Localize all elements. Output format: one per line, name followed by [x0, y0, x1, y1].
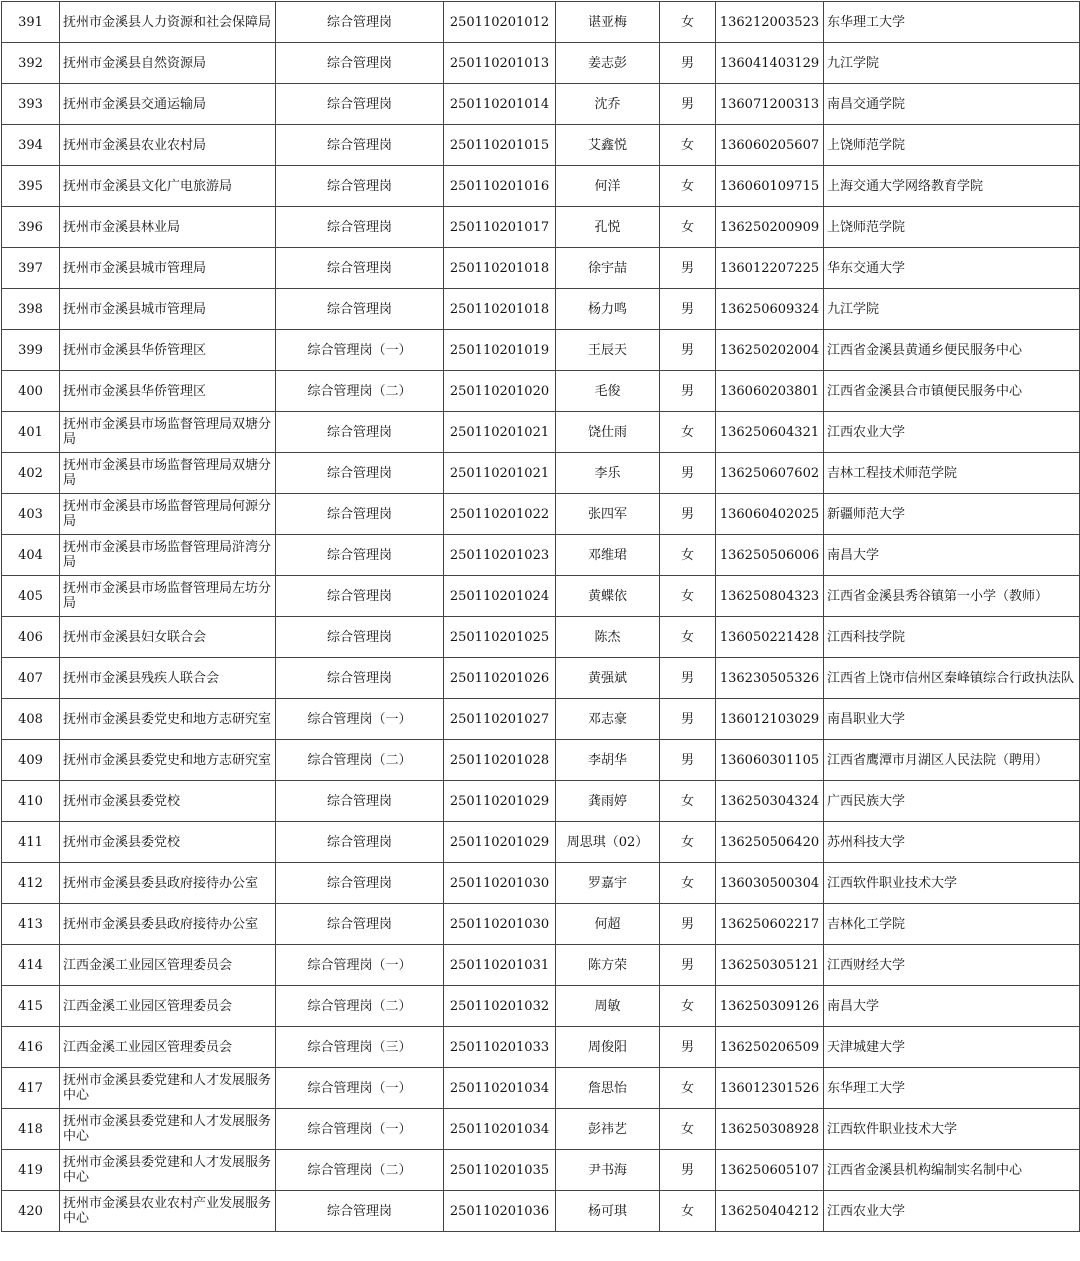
row-number-cell: 391 [2, 2, 60, 43]
row-number-cell: 406 [2, 617, 60, 658]
gender-cell: 男 [660, 248, 716, 289]
candidate-name-cell: 邓志豪 [556, 699, 660, 740]
school-or-employer-cell: 九江学院 [824, 289, 1080, 330]
candidate-name-cell: 陈杰 [556, 617, 660, 658]
department-cell: 抚州市金溪县委党校 [60, 781, 276, 822]
position-cell: 综合管理岗 [276, 453, 444, 494]
position-cell: 综合管理岗（一） [276, 1068, 444, 1109]
position-cell: 综合管理岗（一） [276, 330, 444, 371]
candidate-name-cell: 孔悦 [556, 207, 660, 248]
table-row [2, 576, 1080, 617]
row-number-cell: 419 [2, 1150, 60, 1191]
row-number-cell: 413 [2, 904, 60, 945]
department-cell: 抚州市金溪县残疾人联合会 [60, 658, 276, 699]
school-or-employer-cell: 华东交通大学 [824, 248, 1080, 289]
row-number-cell: 417 [2, 1068, 60, 1109]
position-cell: 综合管理岗（二） [276, 986, 444, 1027]
table-row [2, 1027, 1080, 1068]
gender-cell: 女 [660, 2, 716, 43]
department-cell: 抚州市金溪县委党建和人才发展服务中心 [60, 1150, 276, 1191]
row-number-cell: 395 [2, 166, 60, 207]
department-cell: 抚州市金溪县市场监督管理局何源分局 [60, 494, 276, 535]
position-code-cell: 250110201034 [444, 1068, 556, 1109]
position-cell: 综合管理岗（一） [276, 945, 444, 986]
position-cell: 综合管理岗 [276, 822, 444, 863]
row-number-cell: 394 [2, 125, 60, 166]
position-code-cell: 250110201021 [444, 412, 556, 453]
candidate-name-cell: 张四军 [556, 494, 660, 535]
position-code-cell: 250110201015 [444, 125, 556, 166]
exam-number-cell: 136060205607 [716, 125, 824, 166]
school-or-employer-cell: 上饶师范学院 [824, 207, 1080, 248]
exam-number-cell: 136071200313 [716, 84, 824, 125]
exam-number-cell: 136012301526 [716, 1068, 824, 1109]
department-cell: 抚州市金溪县城市管理局 [60, 289, 276, 330]
candidate-name-cell: 黄强斌 [556, 658, 660, 699]
position-cell: 综合管理岗 [276, 535, 444, 576]
gender-cell: 男 [660, 289, 716, 330]
gender-cell: 男 [660, 330, 716, 371]
position-code-cell: 250110201033 [444, 1027, 556, 1068]
department-cell: 抚州市金溪县委党校 [60, 822, 276, 863]
gender-cell: 女 [660, 617, 716, 658]
gender-cell: 女 [660, 1191, 716, 1232]
position-code-cell: 250110201030 [444, 904, 556, 945]
exam-number-cell: 136060301105 [716, 740, 824, 781]
exam-number-cell: 136250604321 [716, 412, 824, 453]
row-number-cell: 410 [2, 781, 60, 822]
table-row [2, 207, 1080, 248]
position-cell: 综合管理岗 [276, 289, 444, 330]
gender-cell: 男 [660, 43, 716, 84]
table-row [2, 289, 1080, 330]
exam-number-cell: 136250305121 [716, 945, 824, 986]
table-row [2, 84, 1080, 125]
gender-cell: 女 [660, 535, 716, 576]
school-or-employer-cell: 江西软件职业技术大学 [824, 863, 1080, 904]
school-or-employer-cell: 江西软件职业技术大学 [824, 1109, 1080, 1150]
row-number-cell: 412 [2, 863, 60, 904]
school-or-employer-cell: 江西省金溪县机构编制实名制中心 [824, 1150, 1080, 1191]
row-number-cell: 393 [2, 84, 60, 125]
exam-number-cell: 136230505326 [716, 658, 824, 699]
school-or-employer-cell: 江西省金溪县黄通乡便民服务中心 [824, 330, 1080, 371]
table-row [2, 2, 1080, 43]
position-cell: 综合管理岗 [276, 863, 444, 904]
school-or-employer-cell: 江西省鹰潭市月湖区人民法院（聘用） [824, 740, 1080, 781]
table-row [2, 1150, 1080, 1191]
school-or-employer-cell: 南昌大学 [824, 535, 1080, 576]
exam-number-cell: 136250607602 [716, 453, 824, 494]
department-cell: 抚州市金溪县委县政府接待办公室 [60, 904, 276, 945]
gender-cell: 男 [660, 699, 716, 740]
candidate-name-cell: 陈方荣 [556, 945, 660, 986]
table-row [2, 617, 1080, 658]
row-number-cell: 405 [2, 576, 60, 617]
school-or-employer-cell: 江西农业大学 [824, 1191, 1080, 1232]
department-cell: 抚州市金溪县委党史和地方志研究室 [60, 699, 276, 740]
position-cell: 综合管理岗 [276, 576, 444, 617]
table-row [2, 371, 1080, 412]
position-code-cell: 250110201013 [444, 43, 556, 84]
candidate-name-cell: 李乐 [556, 453, 660, 494]
school-or-employer-cell: 江西农业大学 [824, 412, 1080, 453]
gender-cell: 男 [660, 945, 716, 986]
exam-number-cell: 136060109715 [716, 166, 824, 207]
candidate-name-cell: 杨可琪 [556, 1191, 660, 1232]
exam-number-cell: 136250206509 [716, 1027, 824, 1068]
department-cell: 抚州市金溪县文化广电旅游局 [60, 166, 276, 207]
position-cell: 综合管理岗（二） [276, 740, 444, 781]
gender-cell: 女 [660, 1109, 716, 1150]
row-number-cell: 399 [2, 330, 60, 371]
gender-cell: 女 [660, 1068, 716, 1109]
department-cell: 江西金溪工业园区管理委员会 [60, 1027, 276, 1068]
department-cell: 抚州市金溪县市场监督管理局双塘分局 [60, 453, 276, 494]
exam-number-cell: 136250202004 [716, 330, 824, 371]
position-code-cell: 250110201017 [444, 207, 556, 248]
row-number-cell: 414 [2, 945, 60, 986]
gender-cell: 男 [660, 740, 716, 781]
school-or-employer-cell: 九江学院 [824, 43, 1080, 84]
exam-number-cell: 136250602217 [716, 904, 824, 945]
exam-number-cell: 136212003523 [716, 2, 824, 43]
row-number-cell: 396 [2, 207, 60, 248]
department-cell: 抚州市金溪县自然资源局 [60, 43, 276, 84]
position-code-cell: 250110201029 [444, 781, 556, 822]
gender-cell: 女 [660, 412, 716, 453]
position-cell: 综合管理岗 [276, 207, 444, 248]
exam-number-cell: 136060402025 [716, 494, 824, 535]
position-code-cell: 250110201034 [444, 1109, 556, 1150]
exam-number-cell: 136041403129 [716, 43, 824, 84]
school-or-employer-cell: 江西省金溪县秀谷镇第一小学（教师） [824, 576, 1080, 617]
position-cell: 综合管理岗 [276, 248, 444, 289]
table-row [2, 1109, 1080, 1150]
row-number-cell: 415 [2, 986, 60, 1027]
position-cell: 综合管理岗 [276, 494, 444, 535]
position-code-cell: 250110201030 [444, 863, 556, 904]
gender-cell: 女 [660, 576, 716, 617]
school-or-employer-cell: 吉林工程技术师范学院 [824, 453, 1080, 494]
table-row [2, 904, 1080, 945]
exam-number-cell: 136030500304 [716, 863, 824, 904]
exam-number-cell: 136250804323 [716, 576, 824, 617]
gender-cell: 女 [660, 125, 716, 166]
position-code-cell: 250110201018 [444, 248, 556, 289]
table-row [2, 658, 1080, 699]
position-code-cell: 250110201014 [444, 84, 556, 125]
position-cell: 综合管理岗（一） [276, 1109, 444, 1150]
candidate-name-cell: 罗嘉宇 [556, 863, 660, 904]
school-or-employer-cell: 上海交通大学网络教育学院 [824, 166, 1080, 207]
department-cell: 抚州市金溪县农业农村产业发展服务中心 [60, 1191, 276, 1232]
position-cell: 综合管理岗 [276, 658, 444, 699]
gender-cell: 男 [660, 1150, 716, 1191]
position-cell: 综合管理岗 [276, 84, 444, 125]
school-or-employer-cell: 天津城建大学 [824, 1027, 1080, 1068]
table-row [2, 494, 1080, 535]
position-code-cell: 250110201022 [444, 494, 556, 535]
position-code-cell: 250110201032 [444, 986, 556, 1027]
row-number-cell: 402 [2, 453, 60, 494]
table-row [2, 330, 1080, 371]
gender-cell: 男 [660, 371, 716, 412]
position-code-cell: 250110201024 [444, 576, 556, 617]
school-or-employer-cell: 东华理工大学 [824, 2, 1080, 43]
table-row [2, 535, 1080, 576]
row-number-cell: 408 [2, 699, 60, 740]
row-number-cell: 416 [2, 1027, 60, 1068]
table-row [2, 1068, 1080, 1109]
exam-number-cell: 136012103029 [716, 699, 824, 740]
school-or-employer-cell: 上饶师范学院 [824, 125, 1080, 166]
gender-cell: 男 [660, 84, 716, 125]
department-cell: 抚州市金溪县城市管理局 [60, 248, 276, 289]
gender-cell: 女 [660, 781, 716, 822]
exam-number-cell: 136250200909 [716, 207, 824, 248]
school-or-employer-cell: 广西民族大学 [824, 781, 1080, 822]
position-cell: 综合管理岗 [276, 125, 444, 166]
exam-number-cell: 136250308928 [716, 1109, 824, 1150]
department-cell: 抚州市金溪县妇女联合会 [60, 617, 276, 658]
table-row [2, 986, 1080, 1027]
position-cell: 综合管理岗（二） [276, 1150, 444, 1191]
position-code-cell: 250110201023 [444, 535, 556, 576]
department-cell: 抚州市金溪县委县政府接待办公室 [60, 863, 276, 904]
position-code-cell: 250110201035 [444, 1150, 556, 1191]
school-or-employer-cell: 吉林化工学院 [824, 904, 1080, 945]
table-row [2, 412, 1080, 453]
exam-number-cell: 136060203801 [716, 371, 824, 412]
gender-cell: 女 [660, 166, 716, 207]
candidate-name-cell: 沈乔 [556, 84, 660, 125]
exam-number-cell: 136250404212 [716, 1191, 824, 1232]
school-or-employer-cell: 江西省金溪县合市镇便民服务中心 [824, 371, 1080, 412]
gender-cell: 男 [660, 658, 716, 699]
candidate-name-cell: 何洋 [556, 166, 660, 207]
department-cell: 抚州市金溪县市场监督管理局浒湾分局 [60, 535, 276, 576]
position-cell: 综合管理岗 [276, 43, 444, 84]
candidate-name-cell: 尹书海 [556, 1150, 660, 1191]
table-row [2, 863, 1080, 904]
exam-number-cell: 136250309126 [716, 986, 824, 1027]
table-row [2, 43, 1080, 84]
exam-number-cell: 136250506420 [716, 822, 824, 863]
school-or-employer-cell: 江西科技学院 [824, 617, 1080, 658]
exam-number-cell: 136250304324 [716, 781, 824, 822]
position-cell: 综合管理岗（二） [276, 371, 444, 412]
candidate-name-cell: 周思琪（02） [556, 822, 660, 863]
exam-number-cell: 136250609324 [716, 289, 824, 330]
candidate-name-cell: 饶仕雨 [556, 412, 660, 453]
department-cell: 抚州市金溪县市场监督管理局双塘分局 [60, 412, 276, 453]
position-code-cell: 250110201026 [444, 658, 556, 699]
position-cell: 综合管理岗 [276, 781, 444, 822]
department-cell: 抚州市金溪县林业局 [60, 207, 276, 248]
candidate-name-cell: 谌亚梅 [556, 2, 660, 43]
candidate-name-cell: 姜志彭 [556, 43, 660, 84]
exam-number-cell: 136250605107 [716, 1150, 824, 1191]
position-code-cell: 250110201018 [444, 289, 556, 330]
table-row [2, 248, 1080, 289]
position-code-cell: 250110201020 [444, 371, 556, 412]
school-or-employer-cell: 苏州科技大学 [824, 822, 1080, 863]
position-cell: 综合管理岗（三） [276, 1027, 444, 1068]
position-code-cell: 250110201027 [444, 699, 556, 740]
gender-cell: 男 [660, 1027, 716, 1068]
row-number-cell: 397 [2, 248, 60, 289]
position-code-cell: 250110201021 [444, 453, 556, 494]
row-number-cell: 398 [2, 289, 60, 330]
gender-cell: 女 [660, 986, 716, 1027]
school-or-employer-cell: 南昌大学 [824, 986, 1080, 1027]
position-code-cell: 250110201019 [444, 330, 556, 371]
position-code-cell: 250110201012 [444, 2, 556, 43]
school-or-employer-cell: 江西财经大学 [824, 945, 1080, 986]
row-number-cell: 418 [2, 1109, 60, 1150]
position-cell: 综合管理岗 [276, 1191, 444, 1232]
department-cell: 抚州市金溪县委党建和人才发展服务中心 [60, 1068, 276, 1109]
department-cell: 抚州市金溪县交通运输局 [60, 84, 276, 125]
row-number-cell: 400 [2, 371, 60, 412]
gender-cell: 女 [660, 822, 716, 863]
candidate-name-cell: 周敏 [556, 986, 660, 1027]
row-number-cell: 404 [2, 535, 60, 576]
row-number-cell: 392 [2, 43, 60, 84]
candidate-name-cell: 艾鑫悦 [556, 125, 660, 166]
row-number-cell: 403 [2, 494, 60, 535]
position-code-cell: 250110201029 [444, 822, 556, 863]
exam-number-cell: 136050221428 [716, 617, 824, 658]
position-cell: 综合管理岗 [276, 2, 444, 43]
position-code-cell: 250110201031 [444, 945, 556, 986]
candidate-name-cell: 詹思怡 [556, 1068, 660, 1109]
table-row [2, 781, 1080, 822]
candidate-name-cell: 彭祎艺 [556, 1109, 660, 1150]
table-row [2, 945, 1080, 986]
department-cell: 抚州市金溪县农业农村局 [60, 125, 276, 166]
position-code-cell: 250110201028 [444, 740, 556, 781]
row-number-cell: 401 [2, 412, 60, 453]
candidate-name-cell: 杨力鸣 [556, 289, 660, 330]
row-number-cell: 420 [2, 1191, 60, 1232]
candidate-name-cell: 徐宇喆 [556, 248, 660, 289]
candidate-name-cell: 龚雨婷 [556, 781, 660, 822]
school-or-employer-cell: 东华理工大学 [824, 1068, 1080, 1109]
candidate-table [1, 1, 1080, 1232]
exam-number-cell: 136012207225 [716, 248, 824, 289]
school-or-employer-cell: 南昌交通学院 [824, 84, 1080, 125]
candidate-name-cell: 黄蝶依 [556, 576, 660, 617]
table-body [2, 2, 1080, 1232]
department-cell: 抚州市金溪县市场监督管理局左坊分局 [60, 576, 276, 617]
department-cell: 江西金溪工业园区管理委员会 [60, 986, 276, 1027]
gender-cell: 男 [660, 494, 716, 535]
row-number-cell: 407 [2, 658, 60, 699]
table-row [2, 699, 1080, 740]
position-cell: 综合管理岗 [276, 412, 444, 453]
candidate-name-cell: 李胡华 [556, 740, 660, 781]
department-cell: 抚州市金溪县华侨管理区 [60, 330, 276, 371]
position-cell: 综合管理岗 [276, 904, 444, 945]
candidate-name-cell: 邓维珺 [556, 535, 660, 576]
table-row [2, 1191, 1080, 1232]
position-cell: 综合管理岗 [276, 617, 444, 658]
department-cell: 抚州市金溪县人力资源和社会保障局 [60, 2, 276, 43]
position-code-cell: 250110201025 [444, 617, 556, 658]
table-row [2, 166, 1080, 207]
candidate-name-cell: 毛俊 [556, 371, 660, 412]
row-number-cell: 411 [2, 822, 60, 863]
gender-cell: 女 [660, 207, 716, 248]
row-number-cell: 409 [2, 740, 60, 781]
department-cell: 抚州市金溪县委党建和人才发展服务中心 [60, 1109, 276, 1150]
department-cell: 抚州市金溪县委党史和地方志研究室 [60, 740, 276, 781]
position-cell: 综合管理岗 [276, 166, 444, 207]
school-or-employer-cell: 南昌职业大学 [824, 699, 1080, 740]
school-or-employer-cell: 江西省上饶市信州区秦峰镇综合行政执法队 [824, 658, 1080, 699]
department-cell: 抚州市金溪县华侨管理区 [60, 371, 276, 412]
position-code-cell: 250110201036 [444, 1191, 556, 1232]
position-code-cell: 250110201016 [444, 166, 556, 207]
table-row [2, 740, 1080, 781]
school-or-employer-cell: 新疆师范大学 [824, 494, 1080, 535]
table-row [2, 125, 1080, 166]
candidate-name-cell: 何超 [556, 904, 660, 945]
gender-cell: 男 [660, 453, 716, 494]
table-row [2, 453, 1080, 494]
candidate-name-cell: 周俊阳 [556, 1027, 660, 1068]
department-cell: 江西金溪工业园区管理委员会 [60, 945, 276, 986]
gender-cell: 男 [660, 904, 716, 945]
position-cell: 综合管理岗（一） [276, 699, 444, 740]
exam-number-cell: 136250506006 [716, 535, 824, 576]
table-row [2, 822, 1080, 863]
gender-cell: 女 [660, 863, 716, 904]
candidate-name-cell: 王辰天 [556, 330, 660, 371]
